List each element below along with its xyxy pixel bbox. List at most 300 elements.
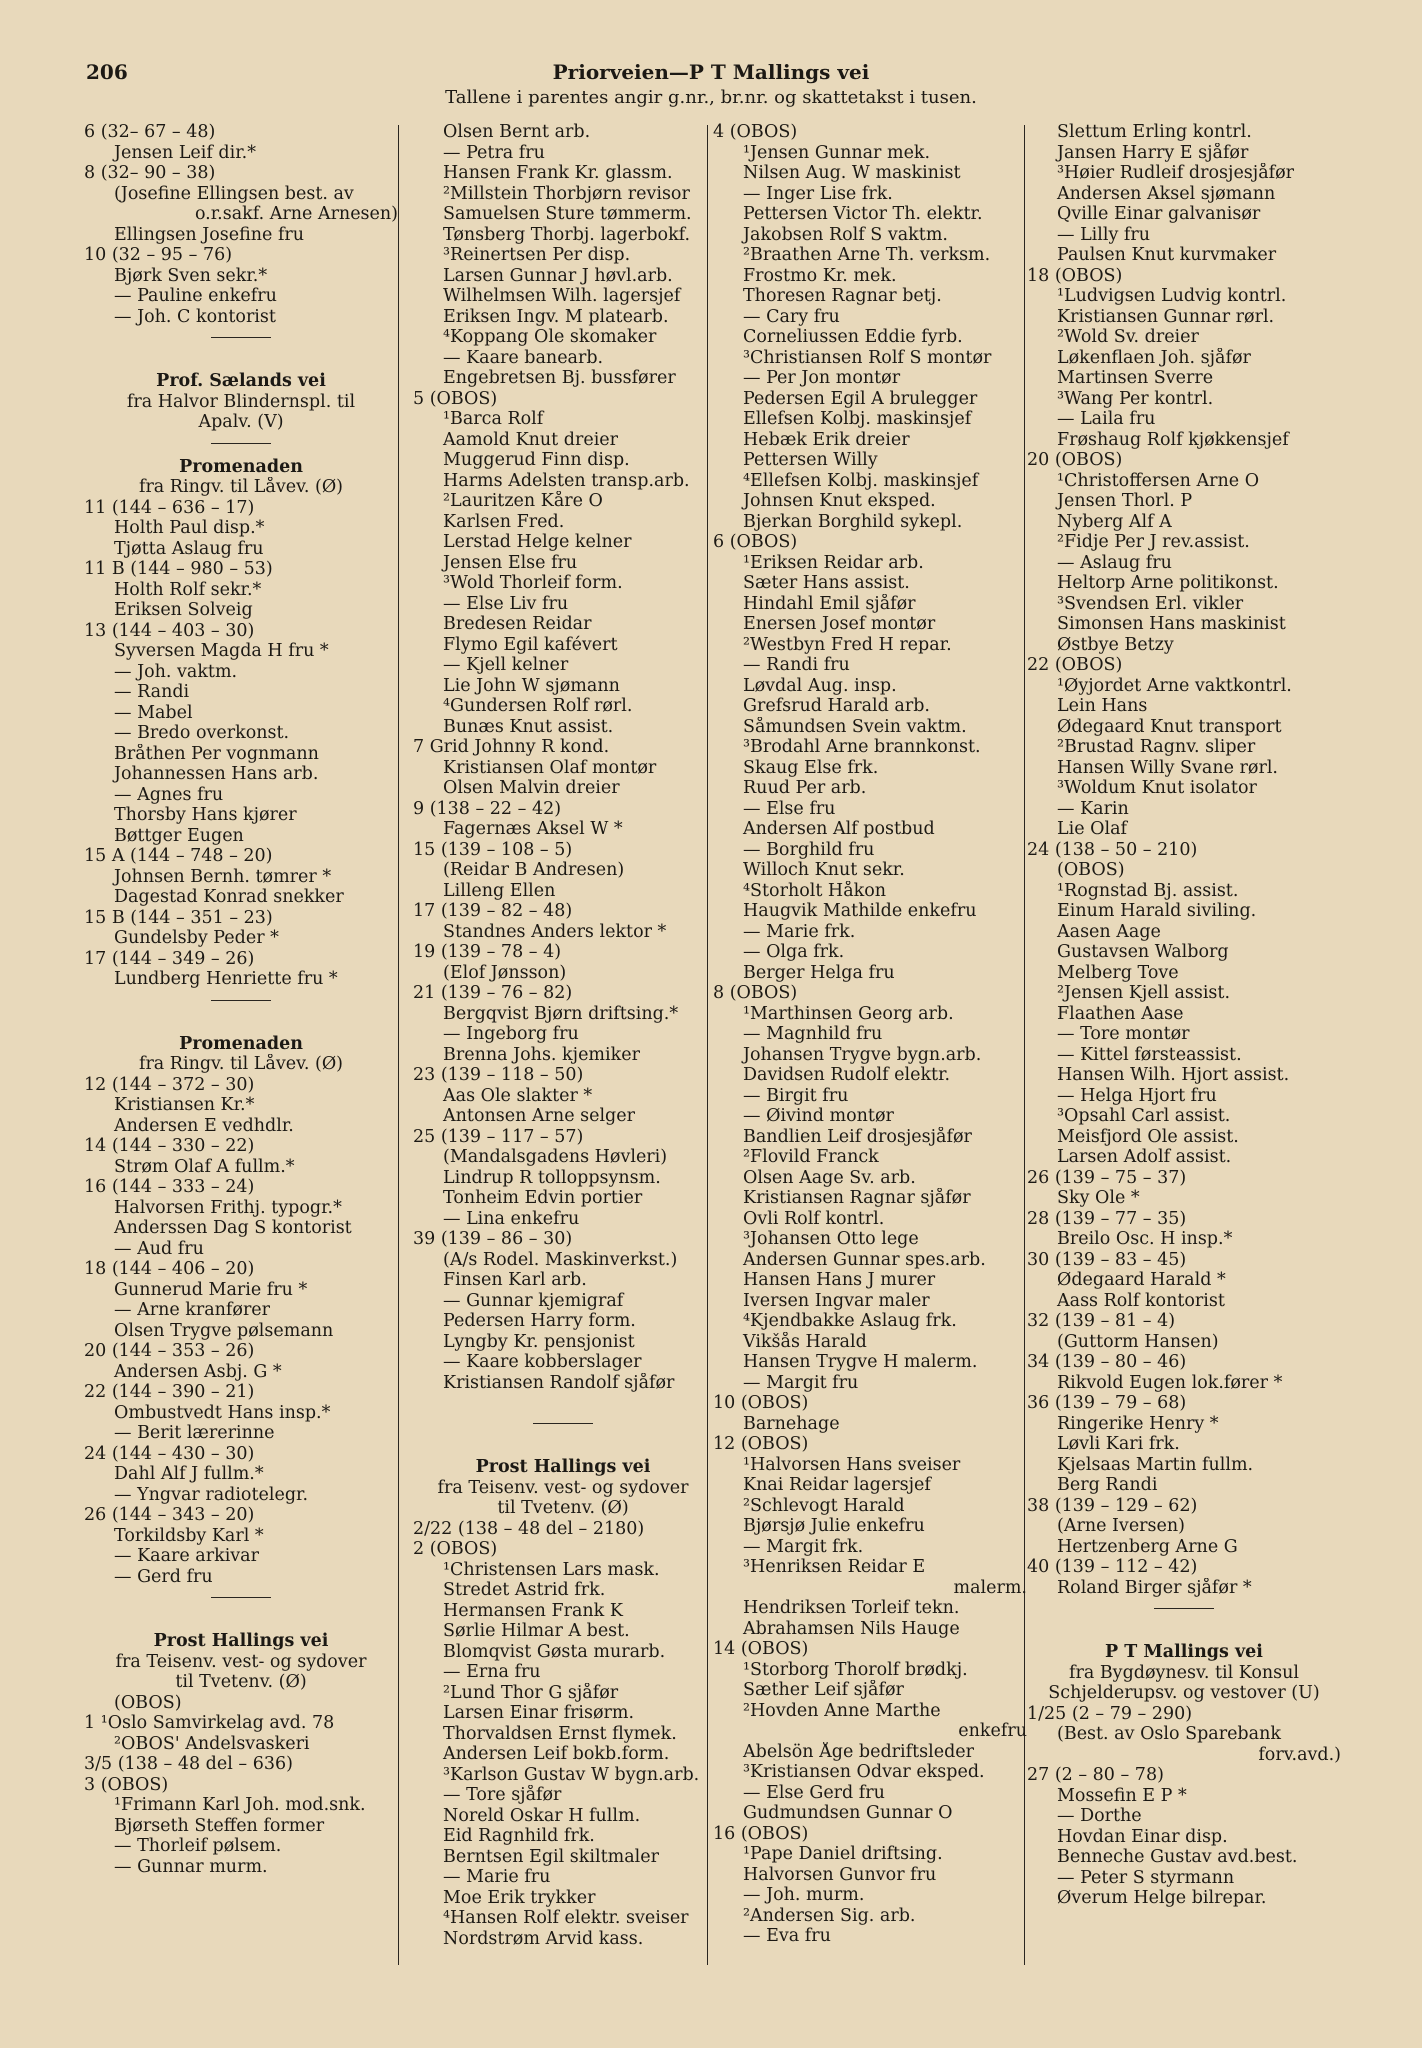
section-divider (84, 1587, 398, 1611)
resident-entry: Lyngby Kr. pensjonist (443, 1331, 635, 1352)
resident-entry: ¹Pape Daniel driftsing. (743, 1844, 943, 1864)
resident-entry: Kjelsaas Martin fullm. (1057, 1454, 1254, 1475)
resident-entry: Lundberg Henriette fru * (114, 969, 338, 989)
resident-entry: Halvorsen Frithj. typogr.* (114, 1197, 342, 1218)
resident-entry: — Lilly fru (1057, 224, 1151, 245)
resident-entry: — Yngvar radiotelegr. (114, 1484, 309, 1505)
resident-entry: Bråthen Per vognmann (114, 743, 319, 764)
resident-entry: — Bredo overkonst. (114, 723, 290, 743)
resident-entry: ¹Halvorsen Hans sveiser (743, 1454, 961, 1475)
resident-entry: ²OBOS' Andelsvaskeri (114, 1733, 310, 1754)
resident-entry: Gunnerud Marie fru * (114, 1279, 308, 1300)
address-entry: 14 (OBOS) (713, 1639, 809, 1659)
resident-entry: Lilleng Ellen (443, 880, 556, 901)
resident-entry: Muggerud Finn disp. (443, 450, 630, 470)
resident-entry: ²Andersen Sig. arb. (743, 1905, 916, 1926)
resident-entry: ⁴Gundersen Rolf rørl. (443, 696, 633, 716)
resident-entry: ³Karlson Gustav W bygn.arb. (443, 1764, 700, 1785)
resident-entry: Berg Randi (1057, 1475, 1158, 1495)
page-number: 206 (86, 60, 128, 84)
address-entry: 12 (OBOS) (713, 1434, 809, 1454)
resident-entry: Antonsen Arne selger (443, 1106, 635, 1126)
resident-entry: ³Wold Thorleif form. (443, 573, 623, 593)
resident-entry: — Øivind montør (743, 1106, 894, 1126)
resident-entry: Noreld Oskar H fullm. (443, 1805, 641, 1826)
resident-entry: Moe Erik trykker (443, 1887, 596, 1908)
resident-entry: ²Wold Sv. dreier (1057, 327, 1199, 347)
resident-entry: Iversen Ingvar maler (743, 1290, 930, 1311)
resident-entry: Tjøtta Aslaug fru (114, 538, 264, 559)
resident-entry: — Ingeborg fru (443, 1024, 579, 1044)
resident-entry: ²Brustad Ragnv. sliper (1057, 737, 1256, 757)
resident-entry: Hansen Willy Svane rørl. (1057, 757, 1278, 778)
resident-entry: Andersen Alf postbud (743, 819, 935, 839)
resident-entry: ³Kristiansen Odvar eksped. (743, 1762, 985, 1782)
street-heading: Prost Hallings vei (153, 1631, 329, 1651)
resident-entry: Anderssen Dag S kontorist (114, 1218, 352, 1238)
resident-entry: — Borghild fru (743, 839, 875, 860)
resident-entry: Lindrup R tolloppsynsm. (443, 1167, 661, 1188)
street-description: til Tvetenv. (Ø) (497, 1498, 629, 1518)
resident-entry: Bjørk Sven sekr.* (114, 265, 268, 286)
resident-entry: (Guttorm Hansen) (1057, 1331, 1219, 1352)
resident-entry: Nilsen Aug. W maskinist (743, 163, 961, 183)
resident-entry: — Helga Hjort fru (1057, 1085, 1217, 1106)
resident-entry: Andersen Asbj. G * (114, 1361, 282, 1382)
resident-entry: — Erna fru (443, 1662, 541, 1682)
resident-entry: Holth Paul disp.* (114, 518, 265, 538)
resident-entry: (Arne Iversen) (1057, 1516, 1185, 1536)
address-entry: 11 B (144 – 980 – 53) (84, 559, 273, 579)
resident-entry: Torkildsby Karl * (114, 1525, 264, 1546)
resident-entry: Ellingsen Josefine fru (114, 224, 305, 245)
resident-entry: Frøshaug Rolf kjøkkensjef (1057, 429, 1289, 450)
resident-entry: — Aud fru (114, 1238, 204, 1259)
entry-continuation: enkefru (958, 1721, 1027, 1741)
resident-entry: Johannessen Hans arb. (114, 764, 319, 784)
resident-entry: — Kaare kobberslager (443, 1352, 642, 1372)
column-3 (713, 122, 1027, 1947)
resident-entry: — Eva fru (743, 1926, 831, 1946)
resident-entry: Barnehage (743, 1413, 840, 1434)
resident-entry: Bøttger Eugen (114, 825, 244, 846)
resident-entry: Grefsrud Harald arb. (743, 696, 930, 716)
address-entry: 21 (139 – 76 – 82) (413, 983, 573, 1003)
resident-entry: Øverum Helge bilrepar. (1057, 1888, 1267, 1908)
resident-entry: Simonsen Hans maskinist (1057, 614, 1286, 634)
resident-entry: Bjørseth Steffen former (114, 1815, 325, 1836)
resident-entry: Samuelsen Sture tømmerm. (443, 204, 692, 224)
address-entry: 8 (32– 90 – 38) (84, 163, 216, 183)
resident-entry: Andersen Leif bokb.form. (443, 1744, 670, 1764)
resident-entry: ⁴Kjendbakke Aslaug frk. (743, 1311, 957, 1331)
resident-entry: ²Hovden Anne Marthe (743, 1700, 941, 1721)
resident-entry: Flaathen Aase (1057, 1003, 1184, 1024)
address-entry: 38 (139 – 129 – 62) (1027, 1495, 1198, 1516)
resident-entry: Skaug Else frk. (743, 757, 879, 778)
resident-entry: Engebretsen Bj. bussfører (443, 368, 676, 388)
resident-entry: Tønsberg Thorbj. lagerbokf. (443, 224, 691, 245)
resident-entry: ¹Eriksen Reidar arb. (743, 552, 924, 573)
entry-continuation: malerm. (953, 1577, 1027, 1598)
resident-entry: Kristiansen Randolf sjåfør (443, 1372, 675, 1393)
resident-entry: Såmundsen Svein vaktm. (743, 716, 967, 737)
resident-entry: Lein Hans (1057, 696, 1148, 716)
resident-entry: ³Woldum Knut isolator (1057, 778, 1257, 798)
resident-entry: Rikvold Eugen lok.fører * (1057, 1372, 1283, 1393)
resident-entry: Olsen Trygve pølsemann (114, 1320, 334, 1341)
resident-entry: Hansen Frank Kr. glassm. (443, 163, 673, 183)
resident-entry: ³Høier Rudleif drosjesjåfør (1057, 163, 1295, 183)
resident-entry: Corneliussen Eddie fyrb. (743, 327, 963, 347)
entry-continuation: o.r.sakf. Arne Arnesen) (194, 204, 398, 224)
resident-entry: — Petra fru (443, 142, 545, 163)
resident-entry: Kristiansen Kr.* (114, 1095, 255, 1115)
resident-entry: — Kittel førsteassist. (1057, 1044, 1242, 1065)
resident-entry: Knai Reidar lagersjef (743, 1475, 931, 1495)
spacer (413, 1437, 713, 1457)
resident-entry: ³Reinertsen Per disp. (443, 245, 631, 265)
resident-entry: Johnsen Knut eksped. (743, 491, 936, 511)
resident-entry: Jensen Thorl. P (1057, 491, 1193, 511)
street-description: fra Halvor Blindernspl. til (126, 391, 356, 412)
address-entry: 17 (139 – 82 – 48) (413, 901, 573, 921)
resident-entry: Fagernæs Aksel W * (443, 819, 623, 839)
resident-entry: Hertzenberg Arne G (1057, 1536, 1238, 1557)
street-description: til Tvetenv. (Ø) (175, 1672, 307, 1692)
resident-entry: Bjørsjø Julie enkefru (743, 1516, 925, 1536)
address-entry: 36 (139 – 79 – 68) (1027, 1393, 1187, 1413)
address-entry: 24 (138 – 50 – 210) (1027, 839, 1198, 860)
resident-entry: Hermansen Frank K (443, 1600, 623, 1621)
resident-entry: Breilo Osc. H insp.* (1057, 1229, 1233, 1249)
resident-entry: Østbye Betzy (1057, 634, 1174, 655)
resident-entry: Hebæk Erik dreier (743, 429, 910, 450)
resident-entry: Pedersen Egil A brulegger (743, 388, 978, 409)
resident-entry: Sæter Hans assist. (743, 573, 910, 593)
address-entry: 3/5 (138 – 48 del – 636) (84, 1754, 293, 1774)
address-entry: 16 (OBOS) (713, 1823, 809, 1844)
resident-entry: ¹Storborg Thorolf brødkj. (743, 1659, 968, 1680)
resident-entry: ²Fidje Per J rev.assist. (1057, 532, 1250, 552)
resident-entry: Karlsen Fred. (443, 511, 565, 532)
resident-entry: — Randi fru (743, 655, 850, 675)
resident-entry: Bunæs Knut assist. (443, 716, 614, 737)
resident-entry: Thorsby Hans kjører (114, 805, 297, 825)
section-divider (84, 327, 398, 351)
resident-entry: Heltorp Arne politikonst. (1057, 573, 1279, 593)
resident-entry: Blomqvist Gøsta murarb. (443, 1641, 666, 1662)
resident-entry: Olsen Aage Sv. arb. (743, 1167, 916, 1188)
resident-entry: ²Lund Thor G sjåfør (443, 1682, 619, 1703)
resident-entry: Jensen Leif dir.* (114, 142, 256, 163)
resident-entry: Larsen Einar frisørm. (443, 1703, 635, 1723)
resident-entry: Aasen Aage (1057, 921, 1161, 942)
resident-entry: Berger Helga fru (743, 962, 895, 983)
resident-entry: Ellefsen Kolbj. maskinsjef (743, 409, 972, 429)
resident-entry: ³Opsahl Carl assist. (1057, 1106, 1231, 1126)
address-entry: 26 (139 – 75 – 37) (1027, 1167, 1187, 1188)
resident-entry: Olsen Bernt arb. (443, 122, 591, 142)
resident-entry: Stredet Astrid frk. (443, 1580, 606, 1600)
resident-entry: — Gunnar kjemigraf (443, 1290, 624, 1311)
resident-entry: — Randi (114, 682, 190, 702)
resident-entry: Aamold Knut dreier (443, 429, 619, 450)
resident-entry: ²Jensen Kjell assist. (1057, 983, 1231, 1003)
resident-entry: ²Lauritzen Kåre O (443, 491, 603, 511)
resident-entry: Løvdal Aug. insp. (743, 675, 897, 696)
resident-entry: — Agnes fru (114, 784, 224, 805)
resident-entry: Kristiansen Ragnar sjåfør (743, 1188, 971, 1208)
resident-entry: ²Schlevogt Harald (743, 1495, 905, 1516)
resident-entry: — Kaare arkivar (114, 1546, 259, 1566)
resident-entry: Ombustvedt Hans insp.* (114, 1402, 331, 1423)
resident-entry: ²Braathen Arne Th. verksm. (743, 245, 991, 265)
address-entry: 25 (139 – 117 – 57) (413, 1126, 584, 1147)
resident-entry: Bergqvist Bjørn driftsing.* (443, 1003, 679, 1024)
address-entry: 40 (139 – 112 – 42) (1027, 1557, 1198, 1577)
resident-entry: — Joh. murm. (743, 1885, 865, 1905)
resident-entry: — Mabel (114, 702, 193, 723)
resident-entry: — Birgit fru (743, 1085, 849, 1106)
address-entry: 1 ¹Oslo Samvirkelag avd. 78 (84, 1713, 335, 1733)
address-entry: 10 (OBOS) (713, 1393, 809, 1413)
resident-entry: Ødegaard Harald * (1057, 1270, 1226, 1290)
resident-entry: Holth Rolf sekr.* (114, 579, 262, 600)
resident-entry: (Mandalsgadens Høvleri) (443, 1147, 668, 1167)
resident-entry: Gustavsen Walborg (1057, 942, 1229, 962)
street-heading: Prost Hallings vei (475, 1457, 651, 1477)
resident-entry: Andersen Aksel sjømann (1057, 183, 1276, 204)
address-entry: 15 B (144 – 351 – 23) (84, 907, 273, 928)
resident-entry: Ødegaard Knut transport (1057, 716, 1282, 737)
address-entry: 24 (144 – 430 – 30) (84, 1443, 255, 1464)
resident-entry: ³Svendsen Erl. vikler (1057, 593, 1244, 614)
resident-entry: ³Johansen Otto lege (743, 1229, 919, 1249)
street-description: fra Ringv. til Låvev. (Ø) (138, 477, 344, 497)
resident-entry: (Josefine Ellingsen best. av (114, 183, 354, 204)
address-entry: 7 Grid Johnny R kond. (413, 737, 610, 757)
address-entry: 5 (OBOS) (413, 388, 498, 409)
resident-entry: Thorvaldsen Ernst flymek. (443, 1723, 677, 1744)
resident-entry: Sky Ole * (1057, 1188, 1140, 1208)
resident-entry: — Tore montør (1057, 1024, 1190, 1044)
resident-entry: — Margit fru (743, 1372, 859, 1393)
street-description: fra Teisenv. vest- og sydover (437, 1477, 689, 1498)
column-1 (84, 122, 398, 1877)
resident-entry: — Marie fru (443, 1867, 551, 1887)
address-entry: 3 (OBOS) (84, 1774, 169, 1795)
resident-entry: — Pauline enkefru (114, 286, 277, 306)
resident-entry: ²Flovild Franck (743, 1147, 879, 1167)
street-description: fra Teisenv. vest- og sydover (115, 1651, 367, 1672)
resident-entry: — Kjell kelner (443, 655, 569, 675)
resident-entry: ³Wang Per kontrl. (1057, 388, 1214, 409)
resident-entry: Nordstrøm Arvid kass. (443, 1928, 644, 1949)
resident-entry: Hovdan Einar disp. (1057, 1826, 1228, 1847)
address-entry: 15 (139 – 108 – 5) (413, 839, 573, 860)
spacer (1027, 1622, 1341, 1642)
address-entry: 6 (OBOS) (713, 532, 798, 552)
resident-entry: — Marie frk. (743, 921, 856, 942)
resident-entry: — Cary fru (743, 306, 840, 327)
resident-entry: ¹Jensen Gunnar mek. (743, 142, 931, 163)
resident-entry: Einum Harald siviling. (1057, 901, 1257, 921)
resident-entry: Johansen Trygve bygn.arb. (743, 1044, 982, 1065)
resident-entry: Slettum Erling kontrl. (1057, 122, 1252, 142)
resident-entry: Standnes Anders lektor * (443, 921, 667, 942)
resident-entry: Martinsen Sverre (1057, 368, 1214, 388)
street-heading: Promenaden (179, 456, 303, 477)
resident-entry: Dagestad Konrad snekker (114, 887, 344, 907)
resident-entry: ³Brodahl Arne brannkonst. (743, 737, 981, 757)
resident-entry: — Laila fru (1057, 409, 1156, 429)
address-entry: 26 (144 – 343 – 20) (84, 1505, 255, 1525)
resident-entry: — Peter S styrmann (1057, 1867, 1235, 1888)
resident-entry: Roland Birger sjåfør * (1057, 1577, 1252, 1598)
address-entry: 16 (144 – 333 – 24) (84, 1177, 255, 1197)
address-entry: 20 (144 – 353 – 26) (84, 1341, 255, 1361)
resident-entry: Jansen Harry E sjåfør (1057, 142, 1249, 163)
address-entry: 39 (139 – 86 – 30) (413, 1229, 573, 1249)
resident-entry: — Berit lærerinne (114, 1423, 275, 1443)
resident-entry: Johnsen Bernh. tømrer * (114, 866, 332, 887)
resident-entry: ¹Marthinsen Georg arb. (743, 1003, 954, 1024)
resident-entry: — Inger Lise frk. (743, 183, 893, 204)
resident-entry: — Karin (1057, 798, 1129, 819)
resident-entry: Løkenflaen Joh. sjåfør (1057, 347, 1251, 368)
resident-entry: Eid Ragnhild frk. (443, 1826, 595, 1846)
resident-entry: Larsen Gunnar J høvl.arb. (443, 265, 673, 286)
resident-entry: Andersen Gunnar spes.arb. (743, 1249, 986, 1270)
address-entry: 13 (144 – 403 – 30) (84, 620, 255, 641)
resident-entry: Thoresen Ragnar betj. (743, 286, 942, 306)
resident-entry: Kristiansen Gunnar rørl. (1057, 306, 1275, 327)
resident-entry: — Tore sjåfør (443, 1785, 562, 1805)
resident-entry: Aas Ole slakter * (443, 1085, 593, 1106)
resident-entry: ¹Ludvigsen Ludvig kontrl. (1057, 286, 1287, 306)
resident-entry: (OBOS) (114, 1692, 182, 1713)
resident-entry: Hindahl Emil sjåfør (743, 593, 916, 614)
resident-entry: — Arne kranfører (114, 1300, 271, 1320)
address-entry: 18 (OBOS) (1027, 265, 1123, 286)
resident-entry: (OBOS) (1057, 860, 1125, 880)
resident-entry: Syversen Magda H fru * (114, 641, 329, 661)
resident-entry: Abelsön Åge bedriftsleder (743, 1741, 974, 1762)
spacer (84, 1014, 398, 1034)
resident-entry: Lie Olaf (1057, 819, 1127, 839)
resident-entry: Jakobsen Rolf S vaktm. (743, 224, 948, 245)
street-heading: Promenaden (179, 1033, 303, 1054)
resident-entry: (Reidar B Andresen) (443, 860, 625, 880)
resident-entry: Frostmo Kr. mek. (743, 265, 897, 286)
address-entry: 27 (2 – 80 – 78) (1027, 1765, 1164, 1785)
resident-entry: — Magnhild fru (743, 1024, 883, 1044)
resident-entry: — Thorleif pølsem. (114, 1836, 282, 1856)
address-entry: 14 (144 – 330 – 22) (84, 1136, 255, 1156)
address-entry: 10 (32 – 95 – 76) (84, 245, 233, 265)
resident-entry: (Best. av Oslo Sparebank (1057, 1724, 1281, 1744)
resident-entry: Harms Adelsten transp.arb. (443, 470, 690, 491)
resident-entry: — Gunnar murm. (114, 1856, 268, 1877)
resident-entry: — Kaare banearb. (443, 347, 604, 368)
resident-entry: Enersen Josef montør (743, 614, 936, 634)
resident-entry: Eriksen Solveig (114, 600, 253, 620)
resident-entry: Gudmundsen Gunnar O (743, 1803, 953, 1823)
resident-entry: — Gerd fru (114, 1566, 213, 1587)
resident-entry: — Joh. C kontorist (114, 306, 276, 327)
address-entry: 9 (138 – 22 – 42) (413, 798, 562, 819)
resident-entry: Pedersen Harry form. (443, 1311, 636, 1331)
resident-entry: — Else Liv fru (443, 593, 569, 614)
address-entry: 22 (OBOS) (1027, 655, 1123, 675)
address-entry: 34 (139 – 80 – 46) (1027, 1352, 1187, 1372)
resident-entry: Halvorsen Gunvor fru (743, 1864, 937, 1885)
resident-entry: Flymo Egil kafévert (443, 634, 618, 655)
resident-entry: Ovli Rolf kontrl. (743, 1208, 885, 1229)
address-entry: 1/25 (2 – 79 – 290) (1027, 1703, 1193, 1724)
resident-entry: Olsen Malvin dreier (443, 778, 620, 798)
column-4 (1027, 122, 1341, 1909)
resident-entry: — Else Gerd fru (743, 1782, 885, 1803)
address-entry: 18 (144 – 406 – 20) (84, 1259, 255, 1279)
resident-entry: Vikšås Harald (743, 1331, 867, 1352)
resident-entry: Aass Rolf kontorist (1057, 1290, 1225, 1311)
resident-entry: Ringerike Henry * (1057, 1413, 1219, 1434)
resident-entry: Wilhelmsen Wilh. lagersjef (443, 286, 681, 306)
resident-entry: Bandlien Leif drosjesjåfør (743, 1126, 972, 1147)
address-entry: 8 (OBOS) (713, 983, 798, 1003)
spacer (84, 351, 398, 371)
address-entry: 15 A (144 – 748 – 20) (84, 846, 273, 866)
resident-entry: Pettersen Victor Th. elektr. (743, 204, 983, 224)
resident-entry: Brenna Johs. kjemiker (443, 1044, 640, 1065)
resident-entry: Berntsen Egil skiltmaler (443, 1846, 659, 1867)
address-entry: 4 (OBOS) (713, 122, 798, 142)
street-description: fra Ringv. til Låvev. (Ø) (138, 1054, 344, 1074)
resident-entry: Løvli Kari frk. (1057, 1434, 1180, 1454)
resident-entry: Dahl Alf J fullm.* (114, 1464, 264, 1484)
resident-entry: Jensen Else fru (443, 552, 578, 573)
resident-entry: Davidsen Rudolf elektr. (743, 1065, 951, 1085)
resident-entry: Kristiansen Olaf montør (443, 757, 657, 778)
resident-entry: Sørlie Hilmar A best. (443, 1621, 630, 1641)
resident-entry: — Per Jon montør (743, 368, 901, 388)
street-description: Schjelderupsv. og vestover (U) (1048, 1683, 1320, 1703)
street-description: Apalv. (V) (198, 412, 284, 432)
resident-entry: Strøm Olaf A fullm.* (114, 1156, 295, 1177)
resident-entry: — Dorthe (1057, 1806, 1142, 1826)
address-entry: 22 (144 – 390 – 21) (84, 1382, 255, 1402)
section-divider (84, 990, 398, 1014)
resident-entry: (Elof Jønsson) (443, 962, 567, 983)
resident-entry: ⁴Ellefsen Kolbj. maskinsjef (743, 470, 979, 491)
resident-entry: — Olga frk. (743, 942, 845, 962)
resident-entry: — Else fru (743, 798, 836, 819)
address-entry: 11 (144 – 636 – 17) (84, 497, 255, 518)
address-entry: 20 (OBOS) (1027, 450, 1123, 470)
resident-entry: ⁴Hansen Rolf elektr. sveiser (443, 1908, 689, 1928)
resident-entry: — Lina enkefru (443, 1208, 580, 1229)
resident-entry: Larsen Adolf assist. (1057, 1147, 1232, 1167)
entry-continuation: forv.avd.) (1258, 1744, 1341, 1765)
resident-entry: Abrahamsen Nils Hauge (743, 1618, 960, 1639)
resident-entry: (A/s Rodel. Maskinverkst.) (443, 1249, 678, 1270)
resident-entry: — Aslaug fru (1057, 552, 1172, 573)
resident-entry: Andersen E vedhdlr. (114, 1115, 294, 1136)
resident-entry: Hendriksen Torleif tekn. (743, 1598, 960, 1618)
resident-entry: ³Christiansen Rolf S montør (743, 347, 992, 368)
